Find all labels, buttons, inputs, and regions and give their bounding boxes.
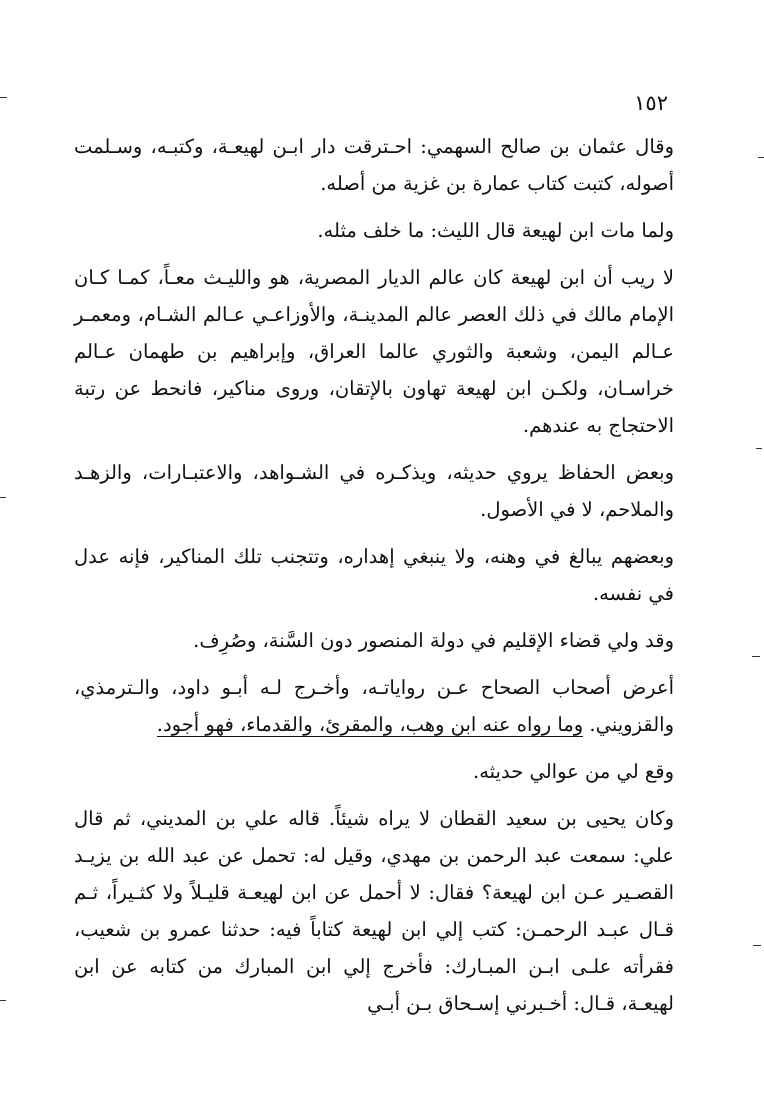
paragraph-7 (74, 669, 674, 743)
scan-edge-mark (0, 1000, 6, 1001)
scan-edge-mark (0, 497, 6, 498)
page-number: ١٥٢ (634, 91, 668, 115)
scan-edge-mark (752, 656, 760, 657)
paragraph-5: وبعضهم يبالغ في وهنه، ولا ينبغي إهداره، وتتجنب تلك المناكير، فإنه عدل في نفسه. (74, 545, 674, 605)
paragraph-4: وبعض الحفاظ يروي حديثه، ويذكـره في الشـواهد، والاعتبـارات، والزهـد والملاحم، لا في الأصول. (74, 461, 674, 521)
book-page (74, 88, 674, 1032)
scan-edge-mark (0, 97, 7, 98)
underlined-sentence: وما رواه عنه ابن وهب، والمقرئ، والقدماء، فهو أجود. (156, 713, 584, 736)
scan-edge-mark (758, 157, 764, 158)
paragraph-1: وقال عثمان بن صالح السهمي: احـترقت دار ابـن لهيعـة، وكتبـه، وسـلمت أصوله، كتبت كتاب عمارة بن غزية من أصله. (74, 135, 674, 195)
paragraph-7-text: أعرض أصحاب الصحاح عـن رواياتـه، وأخـرج لـه أبـو داود، والـترمذي، والقزويني. (74, 676, 674, 736)
paragraph-9: وكان يحيى بن سعيد القطان لا يراه شيئاً. قاله علي بن المديني، ثم قال علي: سمعت عبد الرحمن بن مهدي، وقيل له: تحمل عن عبد الله بن يزيـد القصـير عـن ابن لهيعة؟ فقال: لا أحمل عن ابن لهيعـة قليـلاً ولا كثـيراً، ثـم قـال عبـد الرحمـن: كتب إلي ابن لهيعة كتاباً فيه: حدثنا عمرو بن شعيب، فقرأته علـى ابـن المبـارك: فأخرج إلي ابن المبارك من كتابه عن ابن لهيعـة، قـال: أخـبرني إسـحاق بـن أبـي (74, 807, 674, 1015)
paragraph-6: وقد ولي قضاء الإقليم في دولة المنصور دون السَّنة، وصُرِف. (193, 629, 674, 652)
scan-edge-mark (753, 945, 761, 946)
paragraph-2: ولما مات ابن لهيعة قال الليث: ما خلف مثله. (317, 219, 674, 242)
scan-edge-mark (756, 448, 762, 449)
paragraph-8: وقع لي من عوالي حديثه. (473, 760, 674, 783)
paragraph-3: لا ريب أن ابن لهيعة كان عالم الديار المصرية، هو والليـث معـاً، كمـا كـان الإمام مالك في ذلك العصر عالم المدينـة، والأوزاعـي عـالم الشـام، ومعمـر عـالم اليمن، وشعبة والثوري عالما العراق، وإبراهيم بن طهمان عـالم خراسـان، ولكـن ابن لهيعة تهاون بالإتقان، وروى مناكير، فانحط عن رتبة الاحتجاج به عندهم. (74, 266, 674, 437)
